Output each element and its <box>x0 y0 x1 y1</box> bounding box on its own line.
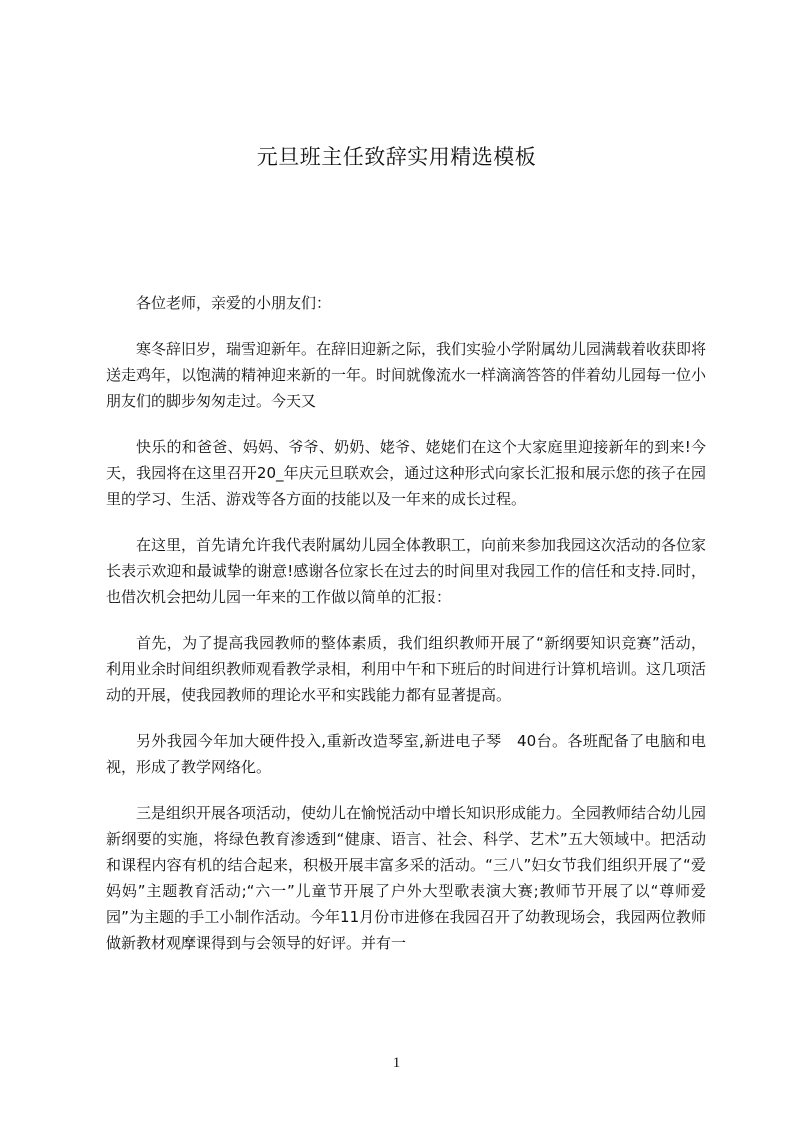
page-number: 1 <box>392 1055 401 1071</box>
paragraph: 另外我园今年加大硬件投入,重新改造琴室,新进电子琴 40台。各班配备了电脑和电视，形成了教学网络化。 <box>106 732 706 776</box>
paragraph: 寒冬辞旧岁，瑞雪迎新年。在辞旧迎新之际，我们实验小学附属幼儿园满载着收获即将送走鸡年，以饱满的精神迎来新的一年。时间就像流水一样滴滴答答的伴着幼儿园每一位小朋友们的脚步匆匆走过。今天又 <box>106 340 707 410</box>
document-body <box>106 290 706 956</box>
paragraph-salutation: 各位老师，亲爱的小朋友们： <box>136 294 332 312</box>
paragraph: 首先，为了提高我园教师的整体素质，我们组织教师开展了“新纲要知识竞赛”活动，利用业余时间组织教师观看教学录相，利用中午和下班后的时间进行计算机培训。这几项活动的开展，使我园教师的理论水平和实践能力都有显著提高。 <box>106 634 707 704</box>
paragraph: 快乐的和爸爸、妈妈、爷爷、奶奶、姥爷、姥姥们在这个大家庭里迎接新年的到来!今天，我园将在这里召开20_年庆元旦联欢会，通过这种形式向家长汇报和展示您的孩子在园里的学习、生活、游戏等各方面的技能以及一年来的成长过程。 <box>106 438 706 508</box>
paragraph: 三是组织开展各项活动，使幼儿在愉悦活动中增长知识形成能力。全园教师结合幼儿园新纲要的实施，将绿色教育渗透到“健康、语言、社会、科学、艺术”五大领域中。把活动和课程内容有机的结合起来，积极开展丰富多采的活动。“三八”妇女节我们组织开展了“爱妈妈”主题教育活动;“六一”儿童节开展了户外大型歌表演大赛;教师节开展了以“尊师爱园”为主题的手工小制作活动。今年11月份市进修在我园召开了幼教现场会，我园两位教师做新教材观摩课得到与会领导的好评。并有一 <box>106 804 707 952</box>
paragraph: 在这里，首先请允许我代表附属幼儿园全体教职工，向前来参加我园这次活动的各位家长表示欢迎和最诚挚的谢意!感谢各位家长在过去的时间里对我园工作的信任和支持.同时，也借次机会把幼儿园一年来的工作做以简单的汇报： <box>106 536 707 606</box>
document-title: 元旦班主任致辞实用精选模板 <box>256 145 537 169</box>
